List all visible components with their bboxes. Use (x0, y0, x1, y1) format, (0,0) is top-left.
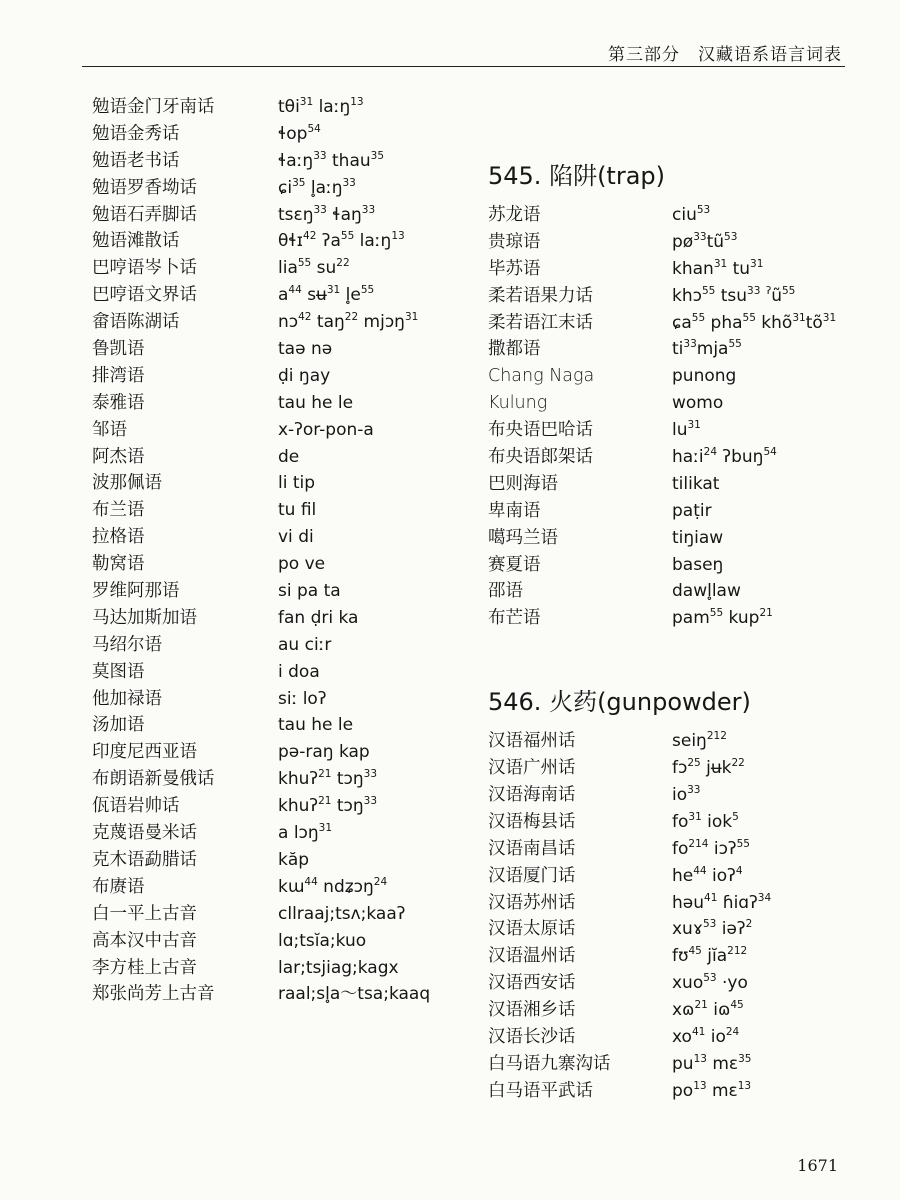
pronunciation: θɬɪ$^{42}$ ʔa$^{55}$ laːŋ$^{13}$ (278, 230, 405, 252)
entry-row (488, 256, 858, 283)
pronunciation: $lu^{31}$ (672, 419, 701, 441)
entry-row (488, 363, 858, 390)
entry-row (488, 605, 858, 632)
header-rule (82, 66, 845, 67)
language-name: 柔若语果力话 (488, 285, 593, 306)
entry-row (488, 728, 858, 755)
pronunciation: xuo$^{53}$ ·yo (672, 972, 748, 994)
language-name: 汉语福州话 (488, 731, 576, 752)
pronunciation: siː loʔ (278, 688, 327, 709)
pronunciation: khɔ$^{55}$ tsu$^{33}$ $^ʔũ^{55}$ (672, 284, 796, 306)
language-name: 汉语长沙话 (488, 1027, 576, 1048)
language-name: 布朗语新曼俄话 (92, 769, 215, 790)
entry-row (92, 874, 492, 901)
language-name: 勉语滩散话 (92, 231, 180, 252)
pronunciation: kăp (278, 849, 310, 870)
entry-row (92, 94, 492, 121)
pronunciation: həu$^{41}$ ɦiɑʔ$^{34}$ (672, 891, 772, 913)
pronunciation: $ti^{33}mja^{55}$ (672, 338, 742, 360)
entry-row (92, 632, 492, 659)
language-name: 噶玛兰语 (488, 527, 558, 548)
pronunciation: tilikat (672, 473, 720, 494)
pronunciation: seiŋ$^{212}$ (672, 730, 727, 752)
pronunciation: lar;tsjiag;kagx (278, 957, 399, 978)
language-name: 佤语岩帅话 (92, 796, 180, 817)
language-name: 波那佩语 (92, 473, 162, 494)
entry-row (488, 890, 858, 917)
entry-row (92, 309, 492, 336)
pronunciation: xuɤ$^{53}$ iəʔ$^2$ (672, 918, 753, 940)
language-name: 卑南语 (488, 500, 541, 521)
language-name: 汉语太原话 (488, 919, 576, 940)
pronunciation: ɬop$^{54}$ (278, 122, 321, 144)
language-name: 高本汉中古音 (92, 930, 197, 951)
language-name: 布兰语 (92, 500, 145, 521)
section-gap (488, 632, 858, 682)
entry-row (92, 148, 492, 175)
pronunciation: ciu$^{53}$ (672, 204, 711, 225)
pronunciation: xɷ$^{21}$ iɷ$^{45}$ (672, 999, 744, 1021)
section-title: 545. 陷阱(trap) (488, 162, 666, 190)
entry-row (488, 1078, 858, 1105)
entry-row (92, 928, 492, 955)
language-name: 汉语梅县话 (488, 811, 576, 832)
entry-row (92, 793, 492, 820)
pronunciation: a lɔŋ$^{31}$ (278, 822, 333, 844)
language-name: Chang Naga (488, 366, 595, 387)
pronunciation: khan$^{31}$ $tu^{31}$ (672, 257, 764, 279)
pronunciation: paṭir (672, 500, 712, 521)
pronunciation: fʊ$^{45}$ jĭa$^{212}$ (672, 945, 748, 967)
entry-row (92, 417, 492, 444)
pronunciation: taə nə (278, 339, 333, 360)
language-name: 郑张尚芳上古音 (92, 984, 215, 1005)
pronunciation: tau he le (278, 715, 354, 736)
entry-row (92, 712, 492, 739)
pronunciation: ḍi ŋay (278, 365, 331, 386)
language-name: 汉语广州话 (488, 758, 576, 779)
entry-row (488, 1024, 858, 1051)
entry-row (92, 901, 492, 928)
entry-row (488, 809, 858, 836)
entry-row (488, 782, 858, 809)
pronunciation: $po^{13}$ mɛ$^{13}$ (672, 1079, 752, 1101)
pronunciation: $he^{44}$ ioʔ$^4$ (672, 864, 743, 886)
entry-row (488, 836, 858, 863)
language-name: 汉语湘乡话 (488, 1000, 576, 1021)
pronunciation: $fo^{31}$ iok$^5$ (672, 810, 739, 832)
entry-row (488, 202, 858, 229)
language-name: 贵琼语 (488, 231, 541, 252)
pronunciation: raal;sl̥a～tsa;kaaq (278, 984, 431, 1005)
pronunciation: $xo^{41}$ $io^{24}$ (672, 1026, 740, 1048)
language-name: 汤加语 (92, 715, 145, 736)
entry-row (488, 444, 858, 471)
entry-row (92, 390, 492, 417)
entry-row (92, 470, 492, 497)
language-name: 苏龙语 (488, 205, 541, 225)
language-name: 巴哼语文界话 (92, 285, 197, 306)
language-name: 汉语苏州话 (488, 892, 576, 913)
entry-row (488, 390, 858, 417)
pronunciation: khuʔ$^{21}$ tɔŋ$^{33}$ (278, 768, 378, 790)
entry-row (488, 916, 858, 943)
entry-row (488, 283, 858, 310)
language-name: 汉语南昌话 (488, 838, 576, 859)
language-name: 勉语石弄脚话 (92, 204, 197, 225)
language-name: 巴则海语 (488, 473, 558, 494)
language-name: 他加禄语 (92, 688, 162, 709)
entry-row (92, 282, 492, 309)
pronunciation: dawl̥law (672, 581, 741, 602)
language-name: 毕苏语 (488, 258, 541, 279)
entry-row (488, 578, 858, 605)
pronunciation: $io^{33}$ (672, 784, 701, 806)
language-name: Kulung (488, 393, 548, 414)
pronunciation: po ve (278, 554, 326, 575)
entry-row (92, 524, 492, 551)
language-name: 汉语厦门话 (488, 865, 576, 886)
entry-row (488, 552, 858, 579)
entry-row (92, 175, 492, 202)
entry-row (488, 336, 858, 363)
pronunciation: lia$^{55}$ $su^{22}$ (278, 257, 350, 279)
entry-row (92, 739, 492, 766)
pronunciation: $pu^{13}$ mɛ$^{35}$ (672, 1052, 752, 1074)
pronunciation: vi di (278, 527, 314, 548)
pronunciation: fɔ$^{25}$ jʉk$^{22}$ (672, 757, 745, 779)
pronunciation: lɑ;tsĭa;kuo (278, 930, 367, 951)
entry-row (92, 363, 492, 390)
pronunciation: punong (672, 366, 737, 387)
entry-row (488, 310, 858, 337)
language-name: 撒都语 (488, 339, 541, 360)
pronunciation: baseŋ (672, 554, 724, 575)
language-name: 排湾语 (92, 365, 145, 386)
language-name: 勉语金秀话 (92, 123, 180, 144)
language-name: 阿杰语 (92, 446, 145, 467)
entry-row (92, 228, 492, 255)
language-name: 布央语巴哈话 (488, 420, 593, 441)
entry-row (92, 686, 492, 713)
pronunciation: i doa (278, 661, 320, 682)
language-name: 克蔑语曼米话 (92, 823, 197, 844)
pronunciation: pə-raŋ kap (278, 742, 370, 763)
entry-row (92, 121, 492, 148)
language-name: 印度尼西亚语 (92, 742, 197, 763)
entry-row (92, 847, 492, 874)
language-name: 汉语温州话 (488, 946, 576, 967)
right-column (488, 156, 858, 1105)
language-name: 勒窝语 (92, 554, 145, 575)
pronunciation: $fo^{214}$ iɔʔ$^{55}$ (672, 837, 750, 859)
entry-row (488, 417, 858, 444)
entry-row (92, 444, 492, 471)
language-name: 邵语 (488, 581, 523, 602)
pronunciation: $pø^{33}tũ^{53}$ (672, 230, 738, 252)
language-name: 布芒语 (488, 608, 541, 629)
entry-row (488, 1051, 858, 1078)
entry-row (488, 525, 858, 552)
pronunciation: kɯ$^{44}$ ndʑɔŋ$^{24}$ (278, 875, 388, 897)
pronunciation: khuʔ$^{21}$ tɔŋ$^{33}$ (278, 795, 378, 817)
language-name: 罗维阿那语 (92, 581, 180, 602)
language-name: 莫图语 (92, 661, 145, 682)
entry-row (488, 863, 858, 890)
language-name: 勉语金门牙南话 (92, 97, 215, 117)
language-name: 勉语老书话 (92, 150, 180, 171)
entry-row (92, 578, 492, 605)
entry-row (488, 471, 858, 498)
language-name: 鲁凯语 (92, 339, 145, 360)
pronunciation: cllraaj;tsʌ;kaaʔ (278, 903, 406, 924)
language-name: 畲语陈湖话 (92, 312, 180, 333)
language-name: 邹语 (92, 419, 127, 440)
pronunciation: tsɛŋ$^{33}$ ɬaŋ$^{33}$ (278, 203, 376, 225)
language-name: 勉语罗香坳话 (92, 177, 197, 198)
pronunciation: $a^{44}$ sʉ$^{31}$ $l̥e^{55}$ (278, 284, 375, 306)
pronunciation: womo (672, 393, 724, 414)
language-name: 巴哼语岑卜话 (92, 258, 197, 279)
running-header: 第三部分 汉藏语系语言词表 (608, 45, 842, 65)
entry-row (488, 498, 858, 525)
entry-row (92, 255, 492, 282)
entry-row (92, 551, 492, 578)
pronunciation: de (278, 446, 300, 467)
pronunciation: fan ḍri ka (278, 607, 359, 628)
entry-row (488, 755, 858, 782)
entry-row (488, 970, 858, 997)
language-name: 克木语勐腊话 (92, 849, 197, 870)
pronunciation: x-ʔor-pon-a (278, 419, 374, 440)
entry-row (92, 981, 492, 1008)
entry-row (92, 955, 492, 982)
language-name: 李方桂上古音 (92, 957, 197, 978)
pronunciation: haːi$^{24}$ ʔbuŋ$^{54}$ (672, 446, 777, 468)
language-name: 马绍尔语 (92, 634, 162, 655)
language-name: 布赓语 (92, 876, 145, 897)
language-name: 汉语海南话 (488, 785, 576, 806)
language-name: 白一平上古音 (92, 903, 197, 924)
language-name: 泰雅语 (92, 392, 145, 413)
pronunciation: tau he le (278, 392, 354, 413)
section-title: 546. 火药(gunpowder) (488, 688, 751, 717)
entry-row (92, 820, 492, 847)
pronunciation: pam$^{55}$ kup$^{21}$ (672, 607, 773, 629)
pronunciation: tiŋiaw (672, 527, 724, 548)
pronunciation: ɬaːŋ$^{33}$ thau$^{35}$ (278, 149, 385, 171)
entry-row (92, 659, 492, 686)
language-name: 拉格语 (92, 527, 145, 548)
entry-row (92, 766, 492, 793)
language-name: 白马语九寨沟话 (488, 1053, 611, 1074)
entry-row (92, 202, 492, 229)
language-name: 马达加斯加语 (92, 607, 197, 628)
entry-row (92, 605, 492, 632)
pronunciation: tθi$^{31}$ laːŋ$^{13}$ (278, 96, 364, 117)
pronunciation: ɕi$^{35}$ l̥aːŋ$^{33}$ (278, 176, 356, 198)
left-column (92, 94, 492, 1008)
language-name: 柔若语江末话 (488, 312, 593, 333)
pronunciation: li tip (278, 473, 316, 494)
language-name: 布央语郎架话 (488, 447, 593, 468)
entry-row (488, 943, 858, 970)
pronunciation: au ciːr (278, 634, 332, 655)
language-name: 赛夏语 (488, 554, 541, 575)
pronunciation: nɔ$^{42}$ taŋ$^{22}$ mjɔŋ$^{31}$ (278, 311, 419, 333)
page-number: 1671 (797, 1156, 838, 1175)
language-name: 白马语平武话 (488, 1080, 593, 1101)
pronunciation: si pa ta (278, 581, 341, 602)
entry-row (92, 336, 492, 363)
entry-row (488, 997, 858, 1024)
entry-row (92, 497, 492, 524)
pronunciation: tu fil (278, 500, 317, 521)
pronunciation: ɕa$^{55}$ pha$^{55}$ $khõ^{31}tõ^{31}$ (672, 311, 837, 333)
language-name: 汉语西安话 (488, 973, 576, 994)
entry-row (488, 229, 858, 256)
